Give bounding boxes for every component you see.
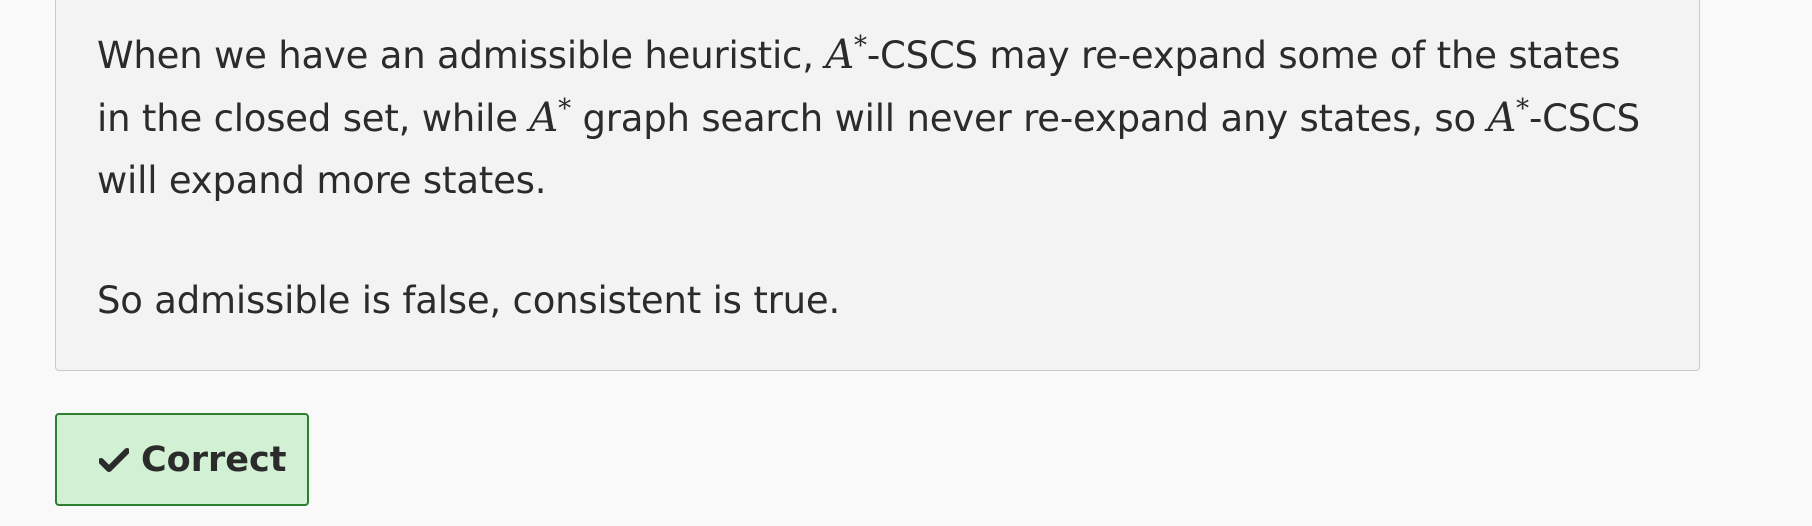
math-star: *	[558, 94, 571, 124]
explanation-text: -CSCS may re-expand some of the states in the closed set, while	[97, 34, 1621, 140]
explanation-text: -CSCS will expand more states.	[97, 97, 1640, 202]
math-a-star	[825, 32, 867, 78]
math-symbol: A	[529, 95, 559, 141]
check-icon	[99, 447, 129, 473]
math-a-star	[529, 95, 571, 141]
correct-label: Correct	[141, 439, 287, 480]
explanation-box	[55, 0, 1700, 371]
explanation-text: When we have an admissible heuristic,	[97, 34, 826, 77]
explanation-text: graph search will never re-expand any states, so	[570, 97, 1488, 140]
correct-badge	[55, 413, 309, 506]
explanation-paragraph-1	[97, 24, 1659, 212]
math-star: *	[854, 31, 867, 61]
explanation-paragraph-2: So admissible is false, consistent is true.	[97, 279, 841, 322]
math-symbol: A	[825, 32, 855, 78]
math-star: *	[1516, 94, 1529, 124]
math-a-star	[1487, 95, 1529, 141]
math-symbol: A	[1487, 95, 1517, 141]
